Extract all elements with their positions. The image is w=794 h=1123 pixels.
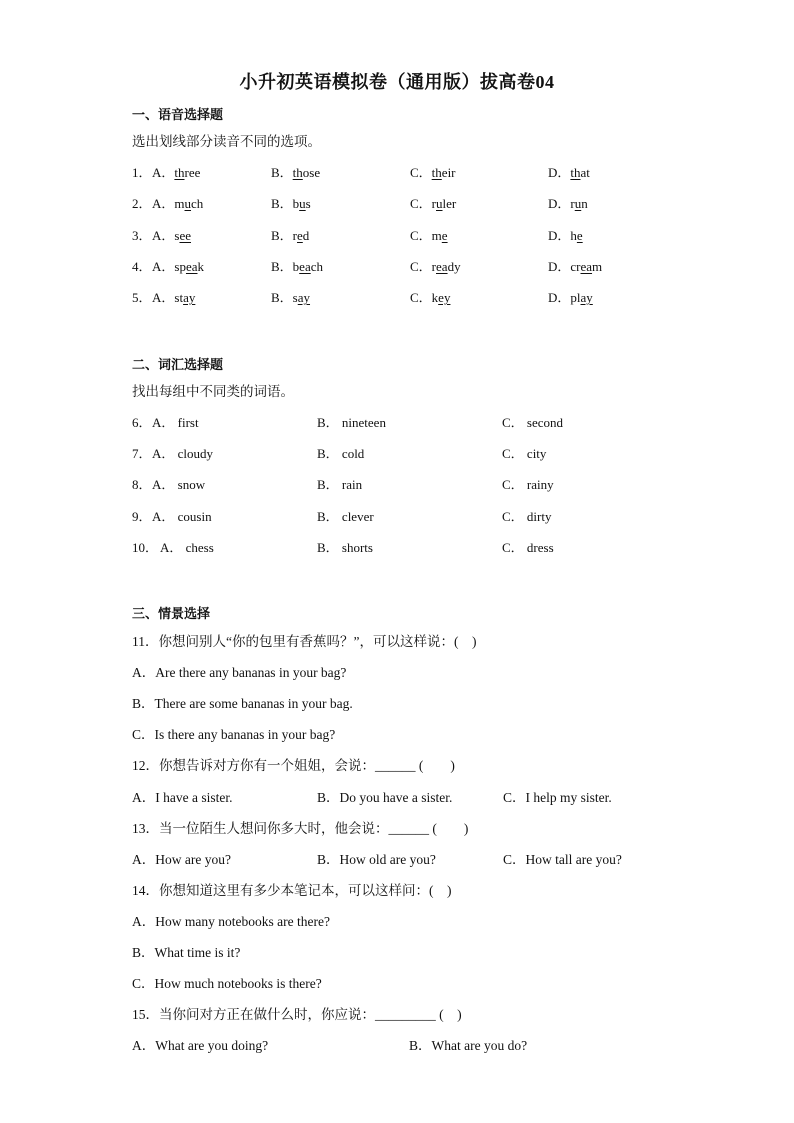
answer-option[interactable]: C． dress <box>502 539 554 555</box>
answer-option[interactable]: A． chess <box>160 539 214 555</box>
underlined-letters: ea <box>299 258 311 274</box>
answer-option[interactable]: A．I have a sister. <box>132 789 233 805</box>
underlined-letters: th <box>292 165 303 180</box>
answer-option[interactable]: A． first <box>152 415 199 430</box>
question-number: 10． <box>132 539 159 555</box>
option-label: D． <box>548 258 571 274</box>
option-label: C． <box>410 258 432 274</box>
answer-option[interactable]: C．Is there any bananas in your bag? <box>132 727 336 743</box>
option-label: B． <box>271 165 293 180</box>
answer-option[interactable]: B．What time is it? <box>132 945 241 960</box>
option-label: B． <box>271 196 293 212</box>
answer-option[interactable]: A． cloudy <box>152 446 214 462</box>
option-label: A． <box>152 258 175 274</box>
question-number: 4． <box>132 258 152 274</box>
option-label: C． <box>410 196 432 212</box>
answer-option[interactable]: C． rainy <box>502 477 554 493</box>
section-heading-situational: 三、情景选择 <box>132 606 211 621</box>
section-instruction-phonics: 选出划线部分读音不同的选项。 <box>132 134 321 149</box>
answer-option[interactable]: A．Are there any bananas in your bag? <box>132 665 347 681</box>
answer-option[interactable]: D．run <box>548 196 588 212</box>
answer-option[interactable]: D．he <box>548 227 583 243</box>
underlined-letters: th <box>431 165 442 180</box>
question-row <box>132 256 692 276</box>
answer-option[interactable]: B．There are some bananas in your bag. <box>132 696 353 712</box>
answer-option[interactable]: A．speak <box>152 258 204 274</box>
answer-option[interactable]: B．How old are you? <box>317 851 436 867</box>
page-title: 小升初英语模拟卷（通用版）拔高卷04 <box>239 72 555 92</box>
option-label: A． <box>152 290 175 306</box>
option-label: B． <box>271 290 293 306</box>
question-row <box>132 506 692 526</box>
answer-option[interactable]: C． city <box>502 446 547 462</box>
question-number: 6． <box>132 415 152 430</box>
question-row <box>132 537 692 557</box>
underlined-letters: ay <box>183 290 196 306</box>
underlined-letters: u <box>574 196 582 212</box>
answer-option[interactable]: B． cold <box>317 446 365 462</box>
answer-option[interactable]: A． snow <box>152 477 206 493</box>
answer-option[interactable]: C．key <box>410 290 451 306</box>
underlined-letters: ea <box>436 258 448 274</box>
option-label: D． <box>548 165 571 180</box>
underlined-letters: th <box>570 165 581 180</box>
answer-option[interactable]: A．stay <box>152 290 196 306</box>
underlined-letters: ea <box>580 258 593 274</box>
underlined-letters: ea <box>185 258 198 274</box>
answer-option[interactable]: A．see <box>152 227 191 243</box>
answer-option[interactable]: A．What are you doing? <box>132 1038 269 1054</box>
option-label: C． <box>410 290 432 306</box>
section-instruction-vocabulary: 找出每组中不同类的词语。 <box>132 384 294 399</box>
answer-option[interactable]: B．say <box>271 290 311 306</box>
question-prompt: 14．你想知道这里有多少本笔记本，可以这样问：( ) <box>132 882 452 898</box>
answer-option[interactable]: B．red <box>271 227 310 243</box>
underlined-letters: u <box>299 196 306 212</box>
answer-option[interactable]: D．cream <box>548 258 603 274</box>
answer-option[interactable]: B．What are you do? <box>409 1038 528 1054</box>
underlined-letters: th <box>174 165 185 180</box>
answer-option[interactable]: C． dirty <box>502 508 552 524</box>
question-row <box>132 443 692 463</box>
question-row <box>132 287 692 307</box>
answer-option[interactable]: B． shorts <box>317 539 373 555</box>
answer-option[interactable]: C．me <box>410 227 448 243</box>
answer-option[interactable]: D．play <box>548 290 593 306</box>
option-label: D． <box>548 196 571 212</box>
answer-option[interactable]: C．How tall are you? <box>503 851 622 867</box>
underlined-letters: e <box>297 227 303 243</box>
question-number: 5． <box>132 290 152 306</box>
underlined-letters: ey <box>438 290 451 306</box>
underlined-letters: u <box>184 196 192 212</box>
option-label: B． <box>271 258 293 274</box>
question-number: 2． <box>132 196 152 212</box>
answer-option[interactable]: C．ruler <box>410 196 457 212</box>
answer-option[interactable]: B． rain <box>317 477 363 493</box>
answer-option[interactable]: B．bus <box>271 196 311 212</box>
answer-option[interactable]: D．that <box>548 165 590 180</box>
question-number: 7． <box>132 446 152 462</box>
option-label: A． <box>152 165 175 180</box>
option-label: A． <box>152 196 175 212</box>
underlined-letters: u <box>436 196 443 212</box>
underlined-letters: ay <box>580 290 593 306</box>
answer-option[interactable]: C．I help my sister. <box>503 789 612 805</box>
option-label: C． <box>410 227 432 243</box>
question-prompt: 13．当一位陌生人想问你多大时，他会说：______ ( ) <box>132 820 469 836</box>
option-label: B． <box>271 227 293 243</box>
question-number: 3． <box>132 227 152 243</box>
question-row <box>132 474 692 494</box>
option-label: D． <box>548 227 571 243</box>
answer-option[interactable]: B．those <box>271 165 321 180</box>
question-number: 1． <box>132 165 152 180</box>
answer-option[interactable]: C．How much notebooks is there? <box>132 976 322 992</box>
underlined-letters: e <box>576 227 583 243</box>
answer-option[interactable]: B．beach <box>271 258 323 274</box>
answer-option[interactable]: A．How are you? <box>132 851 231 867</box>
underlined-letters: ay <box>297 290 311 306</box>
option-label: D． <box>548 290 571 306</box>
question-prompt: 12．你想告诉对方你有一个姐姐，会说：______ ( ) <box>132 758 455 774</box>
section-heading-phonics: 一、语音选择题 <box>132 107 224 122</box>
answer-option[interactable]: B． clever <box>317 508 374 524</box>
question-row <box>132 162 692 182</box>
option-label: C． <box>410 165 432 180</box>
question-number: 8． <box>132 477 152 493</box>
answer-option[interactable]: C．their <box>410 165 456 180</box>
question-prompt: 11．你想问别人“你的包里有香蕉吗？”，可以这样说：( ) <box>132 634 477 649</box>
section-heading-vocabulary: 二、词汇选择题 <box>132 357 224 372</box>
option-label: A． <box>152 227 175 243</box>
answer-option[interactable]: C． second <box>502 415 564 430</box>
underlined-letters: e <box>441 227 448 243</box>
answer-option[interactable]: C．ready <box>410 258 461 274</box>
answer-option[interactable]: A．three <box>152 165 201 180</box>
answer-option[interactable]: B． nineteen <box>317 415 386 430</box>
question-row <box>132 193 692 213</box>
underlined-letters: ee <box>179 227 191 243</box>
question-prompt: 15．当你问对方正在做什么时，你应说：_________ ( ) <box>132 1007 462 1023</box>
answer-option[interactable]: A．How many notebooks are there? <box>132 913 330 929</box>
question-row <box>132 225 692 245</box>
question-row <box>132 412 692 432</box>
answer-option[interactable]: A．much <box>152 196 204 212</box>
answer-option[interactable]: B．Do you have a sister. <box>317 789 453 805</box>
answer-option[interactable]: A． cousin <box>152 508 212 524</box>
question-number: 9． <box>132 508 152 524</box>
